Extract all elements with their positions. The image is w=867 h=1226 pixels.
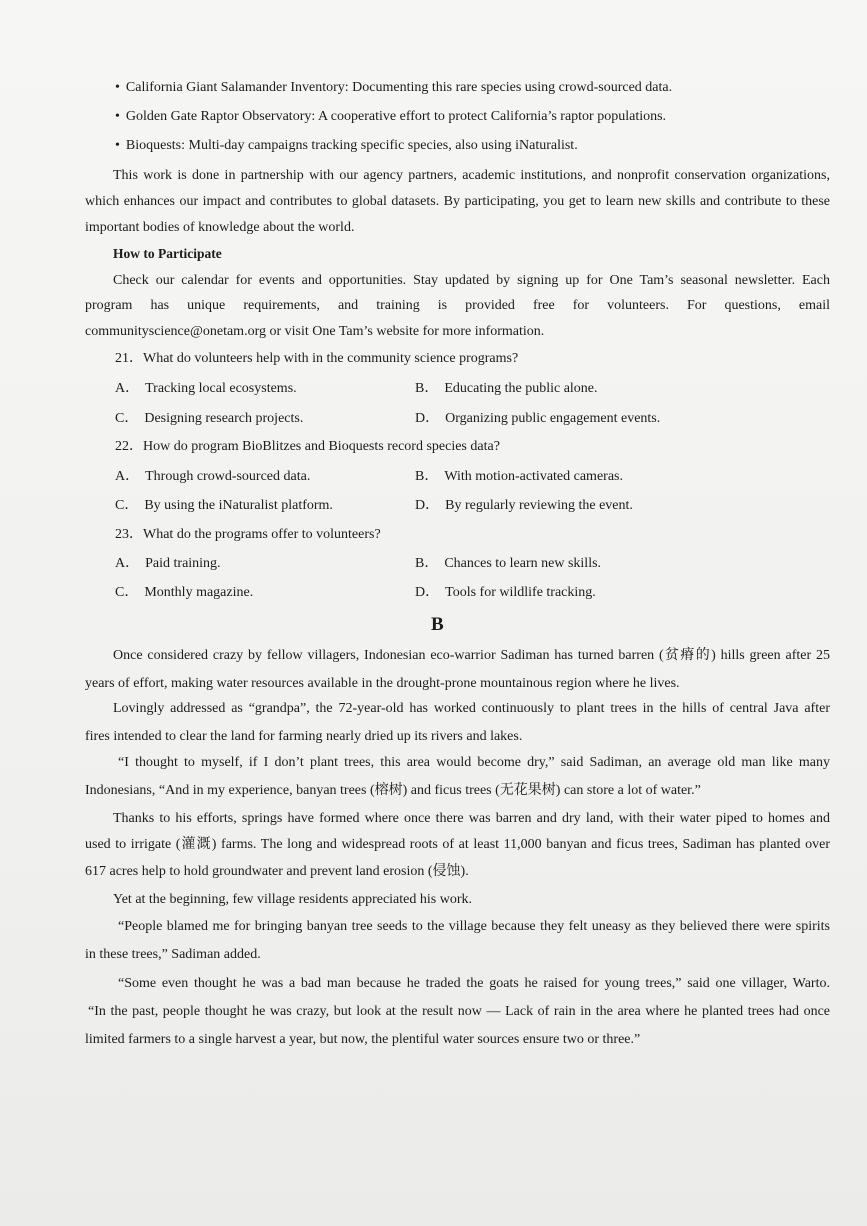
option-letter: B． bbox=[415, 381, 439, 396]
passage-line: 617 acres help to hold groundwater and prevent land erosion (侵蚀). bbox=[85, 864, 469, 879]
question-stem: 21．What do volunteers help with in the community science programs? bbox=[115, 351, 519, 366]
paragraph-line: important bodies of knowledge about the world. bbox=[85, 220, 355, 235]
option-a[interactable] bbox=[115, 380, 297, 398]
option-letter: C． bbox=[115, 585, 139, 600]
bullet-item bbox=[115, 79, 672, 97]
option-letter: A． bbox=[115, 381, 140, 396]
option-d[interactable] bbox=[415, 410, 660, 428]
bullet-text: Bioquests: Multi-day campaigns tracking specific species, also using iNaturalist. bbox=[125, 138, 578, 153]
passage-line: fires intended to clear the land for farming nearly dried up its rivers and lakes. bbox=[85, 729, 523, 744]
option-text: By regularly reviewing the event. bbox=[445, 498, 633, 513]
option-letter: C． bbox=[115, 411, 139, 426]
option-b[interactable] bbox=[415, 380, 598, 398]
option-text: Paid training. bbox=[145, 556, 221, 571]
bullet-icon: • bbox=[115, 80, 120, 95]
passage-line: Once considered crazy by fellow villagers, Indonesian eco-warrior Sadiman has turned barren (贫瘠的) hills green after 25 bbox=[113, 648, 830, 663]
paragraph-line: Check our calendar for events and opportunities. Stay updated by signing up for One Tam’s seasonal newsletter. Each bbox=[113, 273, 830, 288]
option-letter: A． bbox=[115, 469, 140, 484]
bullet-text: Golden Gate Raptor Observatory: A cooperative effort to protect California’s raptor populations. bbox=[125, 109, 667, 124]
option-c[interactable] bbox=[115, 497, 333, 515]
bullet-icon: • bbox=[115, 138, 120, 153]
passage-line: “I thought to myself, if I don’t plant trees, this area would become dry,” said Sadiman, an average old man like many bbox=[118, 755, 830, 770]
option-letter: B． bbox=[415, 469, 439, 484]
paragraph-line: which enhances our impact and contributes to global datasets. By participating, you get to learn new skills and contribute to these bbox=[85, 194, 830, 209]
option-d[interactable] bbox=[415, 584, 596, 602]
option-text: Tracking local ecosystems. bbox=[145, 381, 297, 396]
bullet-item bbox=[115, 137, 578, 155]
paragraph-line: program has unique requirements, and training is provided free for volunteers. For questions, email bbox=[85, 298, 830, 313]
paragraph-line: communityscience@onetam.org or visit One Tam’s website for more information. bbox=[85, 324, 545, 339]
passage-line: Thanks to his efforts, springs have formed where once there was barren and dry land, with their water piped to homes and bbox=[113, 811, 830, 826]
passage-line: “Some even thought he was a bad man because he traded the goats he raised for young trees,” said one villager, Warto. bbox=[118, 976, 830, 991]
option-text: Educating the public alone. bbox=[444, 381, 598, 396]
option-text: Monthly magazine. bbox=[144, 585, 254, 600]
passage-line: limited farmers to a single harvest a year, but now, the plentiful water sources ensure two or three.” bbox=[85, 1032, 641, 1047]
passage-line: “In the past, people thought he was crazy, but look at the result now — Lack of rain in the area where he planted trees had once bbox=[88, 1004, 830, 1019]
question-stem: 23．What do the programs offer to volunteers? bbox=[115, 527, 381, 542]
option-text: With motion-activated cameras. bbox=[444, 469, 623, 484]
paragraph-line: This work is done in partnership with our agency partners, academic institutions, and nonprofit conservation organizations, bbox=[113, 168, 830, 183]
passage-line: years of effort, making water resources available in the drought-prone mountainous region where he lives. bbox=[85, 676, 680, 691]
passage-line: used to irrigate (灌溉) farms. The long and widespread roots of at least 11,000 banyan and ficus trees, Sadiman has planted over bbox=[85, 837, 830, 852]
bullet-icon: • bbox=[115, 109, 120, 124]
option-c[interactable] bbox=[115, 584, 253, 602]
option-letter: D． bbox=[415, 585, 440, 600]
bullet-text: California Giant Salamander Inventory: Documenting this rare species using crowd-sourced data. bbox=[125, 80, 673, 95]
option-letter: A． bbox=[115, 556, 140, 571]
option-text: Organizing public engagement events. bbox=[445, 411, 661, 426]
option-d[interactable] bbox=[415, 497, 633, 515]
passage-line: in these trees,” Sadiman added. bbox=[85, 947, 261, 962]
passage-line: Yet at the beginning, few village residents appreciated his work. bbox=[113, 892, 472, 907]
option-letter: B． bbox=[415, 556, 439, 571]
option-letter: D． bbox=[415, 411, 440, 426]
section-heading-b: B bbox=[431, 614, 444, 635]
option-text: Tools for wildlife tracking. bbox=[445, 585, 596, 600]
option-b[interactable] bbox=[415, 468, 623, 486]
option-letter: C． bbox=[115, 498, 139, 513]
option-b[interactable] bbox=[415, 555, 601, 573]
question-stem: 22．How do program BioBlitzes and Bioquests record species data? bbox=[115, 439, 500, 454]
option-text: Through crowd-sourced data. bbox=[145, 469, 311, 484]
section-heading: How to Participate bbox=[113, 246, 222, 261]
passage-line: Lovingly addressed as “grandpa”, the 72-year-old has worked continuously to plant trees in the hills of central Java after bbox=[113, 701, 830, 716]
passage-line: Indonesians, “And in my experience, banyan trees (榕树) and ficus trees (无花果树) can store a lot of water.” bbox=[85, 783, 701, 798]
passage-line: “People blamed me for bringing banyan tree seeds to the village because they felt uneasy as they believed there were spirits bbox=[118, 919, 830, 934]
option-a[interactable] bbox=[115, 468, 310, 486]
option-letter: D． bbox=[415, 498, 440, 513]
option-a[interactable] bbox=[115, 555, 221, 573]
bullet-item bbox=[115, 108, 666, 126]
option-c[interactable] bbox=[115, 410, 303, 428]
option-text: Chances to learn new skills. bbox=[444, 556, 602, 571]
option-text: By using the iNaturalist platform. bbox=[144, 498, 333, 513]
option-text: Designing research projects. bbox=[144, 411, 304, 426]
